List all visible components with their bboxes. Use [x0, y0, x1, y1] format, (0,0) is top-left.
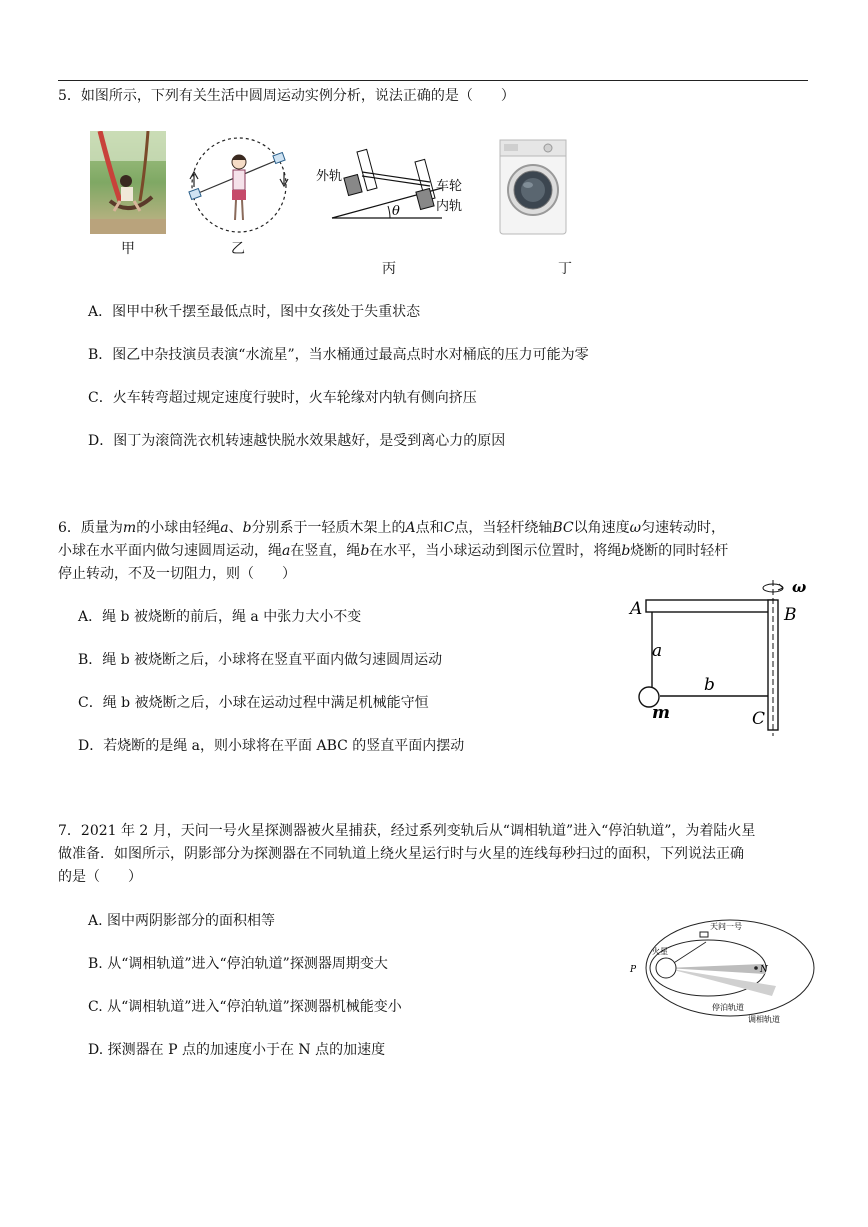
label-a: a: [652, 641, 663, 661]
q7-option-d[interactable]: D. 探测器在 P 点的加速度小于在 N 点的加速度: [88, 1042, 386, 1058]
q7-stem: 7．2021 年 2 月，天问一号火星探测器被火星捕获，经过系列变轨后从“调相轨道”进入“停泊轨道”，为着陆火星 做准备．如图所示，阴影部分为探测器在不同轨道上绕火星运行时与火星的连线每秒扫过的面积，下列说法正确 的是（ ）: [58, 823, 756, 885]
figure-jia-swing-photo: [90, 131, 166, 234]
q5-option-d[interactable]: D．图丁为滚筒洗衣机转速越快脱水效果越好，是受到离心力的原因: [88, 433, 506, 449]
label-B: B: [784, 605, 797, 625]
q6-frame-figure: [622, 576, 812, 736]
outer-rail-label: 外轨: [316, 169, 343, 184]
angle-label: θ: [392, 204, 400, 219]
q5-option-a[interactable]: A．图甲中秋千摆至最低点时，图中女孩处于失重状态: [88, 304, 421, 320]
wheel-label: 车轮: [436, 179, 463, 194]
caption-ding: 丁: [558, 261, 572, 277]
phasing-orbit-label: 调相轨道: [748, 1015, 780, 1024]
q5-stem: 5．如图所示，下列有关生活中圆周运动实例分析，说法正确的是（ ）: [58, 88, 515, 104]
label-omega: ω: [792, 578, 807, 596]
caption-bing: 丙: [382, 261, 396, 277]
q6-option-b[interactable]: B．绳 b 被烧断之后，小球将在竖直平面内做匀速圆周运动: [78, 652, 443, 668]
figure-yi-water-meteor: [186, 132, 292, 238]
top-rule: [58, 80, 808, 81]
q7-orbit-figure: [626, 916, 818, 1028]
mars-label: 火星: [652, 947, 668, 956]
q7-option-c[interactable]: C. 从“调相轨道”进入“停泊轨道”探测器机械能变小: [88, 999, 402, 1015]
figure-ding-washing-machine: [498, 138, 568, 236]
q7-option-b[interactable]: B. 从“调相轨道”进入“停泊轨道”探测器周期变大: [88, 956, 388, 972]
label-A: A: [630, 599, 643, 619]
label-m: m: [652, 703, 670, 723]
probe-label: 天问一号: [710, 922, 742, 931]
label-C: C: [752, 709, 766, 729]
q6-option-d[interactable]: D．若烧断的是绳 a，则小球将在平面 ABC 的竖直平面内摆动: [78, 738, 465, 754]
q5-option-b[interactable]: B．图乙中杂技演员表演“水流星”，当水桶通过最高点时水对桶底的压力可能为零: [88, 347, 589, 363]
q5-option-c[interactable]: C．火车转弯超过规定速度行驶时，火车轮缘对内轨有侧向挤压: [88, 390, 477, 406]
q6-option-c[interactable]: C．绳 b 被烧断之后，小球在运动过程中满足机械能守恒: [78, 695, 429, 711]
parking-orbit-label: 停泊轨道: [712, 1003, 744, 1012]
point-N-label: N: [760, 965, 768, 975]
label-b: b: [704, 675, 715, 695]
q6-stem: 6．质量为m的小球由轻绳a、b分别系于一轻质木架上的A点和C点，当轻杆绕轴BC以角速度ω匀速转动时， 小球在水平面内做匀速圆周运动，绳a在竖直，绳b在水平，当小球运动到图示位置时，将绳b烧断的同时轻杆 停止转动，不及一切阻力，则（ ）: [58, 520, 729, 582]
q6-option-a[interactable]: A．绳 b 被烧断的前后，绳 a 中张力大小不变: [78, 609, 362, 625]
caption-yi: 乙: [231, 241, 245, 257]
inner-rail-label: 内轨: [436, 199, 463, 214]
caption-jia: 甲: [121, 241, 135, 257]
figure-bing-rails: [312, 140, 472, 230]
q7-option-a[interactable]: A. 图中两阴影部分的面积相等: [88, 913, 276, 929]
point-P-label: P: [630, 965, 637, 975]
